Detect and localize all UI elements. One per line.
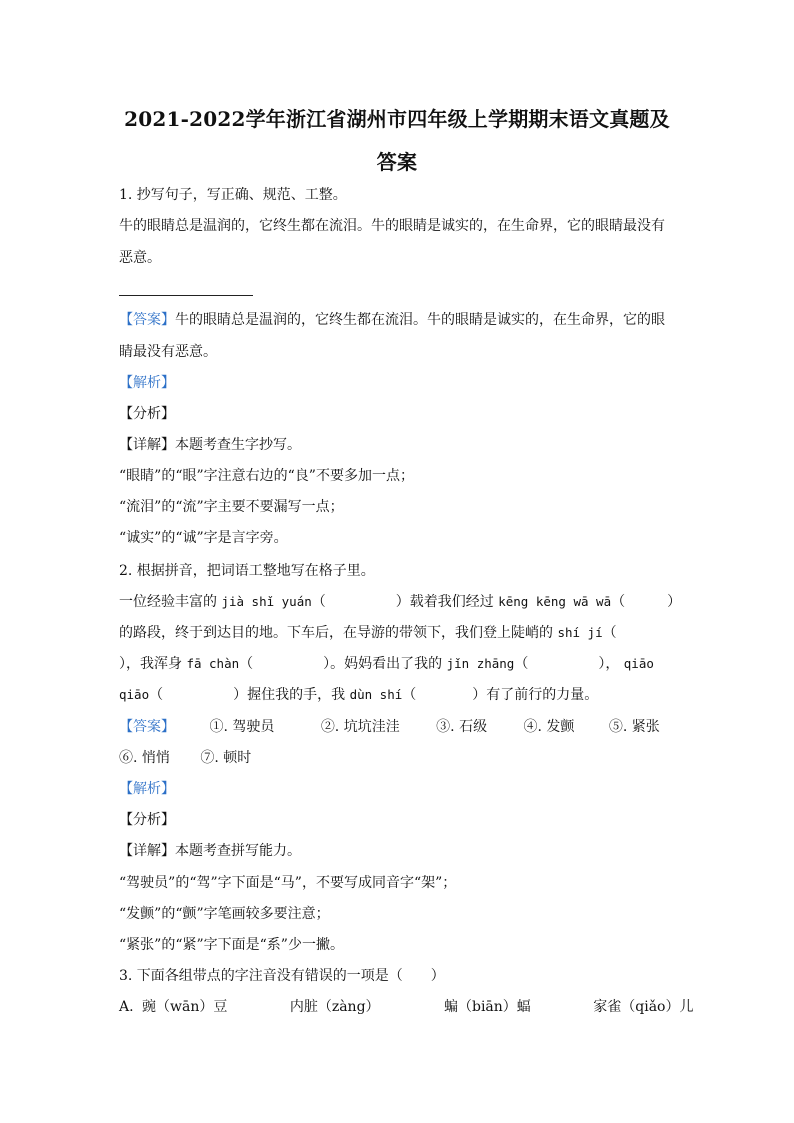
q2-answer-3: ③. 石级: [436, 719, 488, 735]
q3-item-4: 家雀（qiǎo）儿: [593, 999, 694, 1015]
q2-answer-5: ⑤. 紧张: [608, 719, 660, 735]
q2-answer-1: ①. 驾驶员: [209, 719, 275, 735]
q1-detail-tag: 【详解】: [119, 437, 175, 453]
q2-answer-6: ⑥. 悄悄: [119, 750, 170, 766]
q2-pinyin-2: kēng kēng wā wā: [498, 594, 612, 609]
q2-answer-tag: 【答案】: [119, 719, 175, 735]
q1-answer-line2: 睛最没有恶意。: [119, 344, 217, 360]
q1-detail: [119, 435, 301, 455]
q2-text-segment: 的路段，终于到达目的地。下车后，在导游的带领下，我们登上陡峭的: [119, 625, 553, 641]
q3-option-a: [119, 997, 693, 1017]
document-title-line1: 2021-2022学年浙江省湖州市四年级上学期期末语文真题及: [124, 107, 670, 131]
q1-detail-text: 本题考查生字抄写。: [175, 437, 301, 453]
q1-prompt: 1. 抄写句子，写正确、规范、工整。: [119, 187, 347, 203]
q2-text-segment: ），我浑身: [119, 656, 182, 672]
q2-text-segment: （: [602, 625, 617, 641]
q2-text-segment: （ ）: [611, 594, 682, 610]
q1-answer-text: 牛的眼睛总是温润的，它终生都在流泪。牛的眼睛是诚实的，在生命界，它的眼: [175, 312, 665, 328]
q2-pinyin-6b: qiāo: [119, 687, 150, 702]
q1-sentence-line2: 恶意。: [119, 250, 161, 266]
q2-text-line2: [119, 623, 617, 643]
q2-detail: [119, 841, 301, 861]
q2-pinyin-1: jià shǐ yuán: [221, 594, 312, 609]
q2-text-segment: 一位经验丰富的: [119, 594, 217, 610]
q3-option-label: A.: [119, 999, 134, 1015]
q1-note-3: “诚实”的“诚”字是言字旁。: [119, 530, 288, 546]
q2-pinyin-4: fā chàn: [186, 656, 240, 671]
q3-item-2: 内脏（zàng）: [289, 999, 380, 1015]
q2-pinyin-3: shí jí: [557, 625, 603, 640]
q1-analysis-tag: 【解析】: [119, 375, 175, 391]
q3-item-1: 豌（wān）豆: [142, 999, 228, 1015]
q2-answer-line1: [119, 717, 660, 737]
q1-answer-tag: 【答案】: [119, 312, 175, 328]
q1-fenxi: 【分析】: [119, 406, 175, 422]
q2-text-segment: （ ）握住我的手，我: [149, 687, 346, 703]
q2-detail-tag: 【详解】: [119, 843, 175, 859]
document-title-line2: 答案: [376, 150, 418, 174]
q2-answer-2: ②. 坑坑洼洼: [320, 719, 400, 735]
q2-pinyin-5: jǐn zhāng: [446, 656, 515, 671]
q2-prompt: 2. 根据拼音，把词语工整地写在格子里。: [119, 563, 375, 579]
q1-answer-blank-line: [119, 295, 253, 296]
q2-answer-4: ④. 发颤: [523, 719, 575, 735]
q2-text-line3: [119, 654, 654, 674]
q2-fenxi: 【分析】: [119, 812, 175, 828]
q2-pinyin-6a: qiāo: [623, 656, 654, 671]
q2-text-segment: （ ）有了前行的力量。: [402, 687, 599, 703]
q2-note-3: “紧张”的“紧”字下面是“系”少一撇。: [119, 937, 344, 953]
q2-text-line4: [119, 685, 598, 705]
q2-text-segment: （ ），: [514, 656, 620, 672]
q2-text-segment: （ ）。妈妈看出了我的: [239, 656, 443, 672]
q2-note-2: “发颤”的“颤”字笔画较多要注意；: [119, 906, 330, 922]
q1-note-2: “流泪”的“流”字主要不要漏写一点；: [119, 499, 344, 515]
q2-note-1: “驾驶员”的“驾”字下面是“马”，不要写成同音字“架”；: [119, 875, 457, 891]
q2-detail-text: 本题考查拼写能力。: [175, 843, 301, 859]
q2-answer-line2: [119, 748, 251, 768]
q2-analysis-tag: 【解析】: [119, 781, 175, 797]
q1-sentence-line1: 牛的眼睛总是温润的，它终生都在流泪。牛的眼睛是诚实的，在生命界，它的眼睛最没有: [119, 218, 665, 234]
q2-text-line1: [119, 592, 681, 612]
q3-prompt: 3. 下面各组带点的字注音没有错误的一项是（ ）: [119, 968, 445, 984]
q2-pinyin-7: dùn shí: [349, 687, 403, 702]
q1-answer-line1: [119, 310, 665, 330]
q3-item-3: 蝙（biān）蝠: [443, 999, 531, 1015]
q2-text-segment: （ ）载着我们经过: [311, 594, 494, 610]
q1-note-1: “眼睛”的“眼”字注意右边的“良”不要多加一点；: [119, 468, 414, 484]
q2-answer-7: ⑦. 顿时: [200, 750, 252, 766]
